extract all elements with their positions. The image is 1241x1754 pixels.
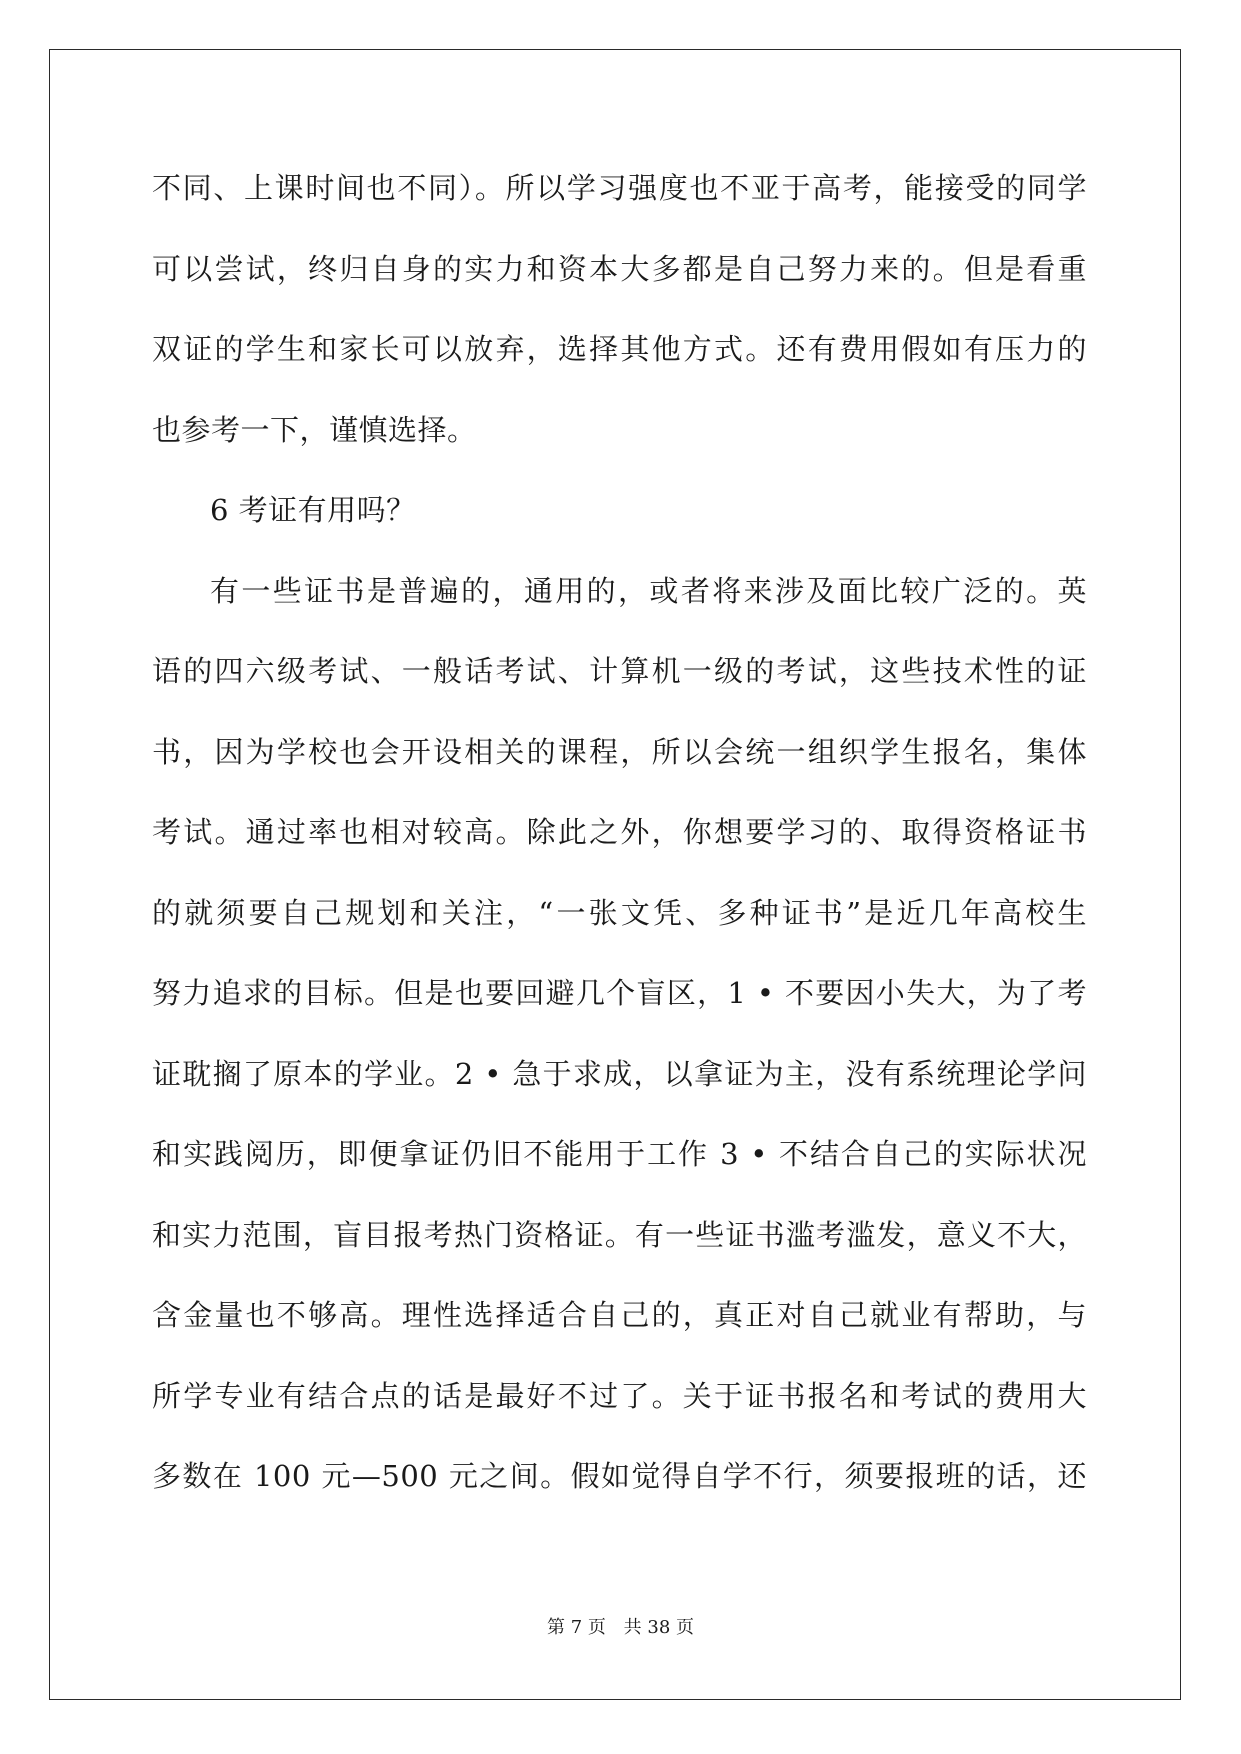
text-line: 考试。通过率也相对较高。除此之外，你想要学习的、取得资格证书 xyxy=(152,815,1087,849)
body-text xyxy=(152,160,1087,1529)
text-line: 不同、上课时间也不同）。所以学习强度也不亚于高考，能接受的同学 xyxy=(152,171,1087,205)
text-line: 书，因为学校也会开设相关的课程，所以会统一组织学生报名，集体 xyxy=(152,734,1087,769)
text-line: 语的四六级考试、一般话考试、计算机一级的考试，这些技术性的证 xyxy=(152,654,1087,688)
page-number: 第 7 页 xyxy=(547,1617,606,1638)
text-line: 含金量也不够高。理性选择适合自己的，真正对自己就业有帮助，与 xyxy=(152,1298,1087,1332)
text-line: 可以尝试，终归自身的实力和资本大多都是自己努力来的。但是看重 xyxy=(152,251,1087,286)
section-heading: 6 考证有用吗？ xyxy=(210,493,416,527)
text-line: 多数在 100 元—500 元之间。假如觉得自学不行，须要报班的话，还 xyxy=(152,1459,1087,1493)
text-line: 的就须要自己规划和关注，“一张文凭、多种证书”是近几年高校生 xyxy=(152,895,1087,930)
text-line: 所学专业有结合点的话是最好不过了。关于证书报名和考试的费用大 xyxy=(152,1378,1087,1413)
text-line: 也参考一下，谨慎选择。 xyxy=(152,412,477,447)
text-line: 有一些证书是普遍的，通用的，或者将来涉及面比较广泛的。英 xyxy=(210,573,1087,608)
page-footer xyxy=(0,1613,1241,1639)
text-line: 和实践阅历，即便拿证仍旧不能用于工作 3 • 不结合自己的实际状况 xyxy=(152,1137,1087,1171)
text-line: 和实力范围，盲目报考热门资格证。有一些证书滥考滥发，意义不大， xyxy=(152,1217,1087,1252)
text-line: 双证的学生和家长可以放弃，选择其他方式。还有费用假如有压力的 xyxy=(152,332,1087,366)
page-total: 共 38 页 xyxy=(623,1617,694,1638)
text-line: 努力追求的目标。但是也要回避几个盲区，1 • 不要因小失大，为了考 xyxy=(152,976,1087,1010)
text-line: 证耽搁了原本的学业。2 • 急于求成，以拿证为主，没有系统理论学问 xyxy=(152,1056,1087,1091)
